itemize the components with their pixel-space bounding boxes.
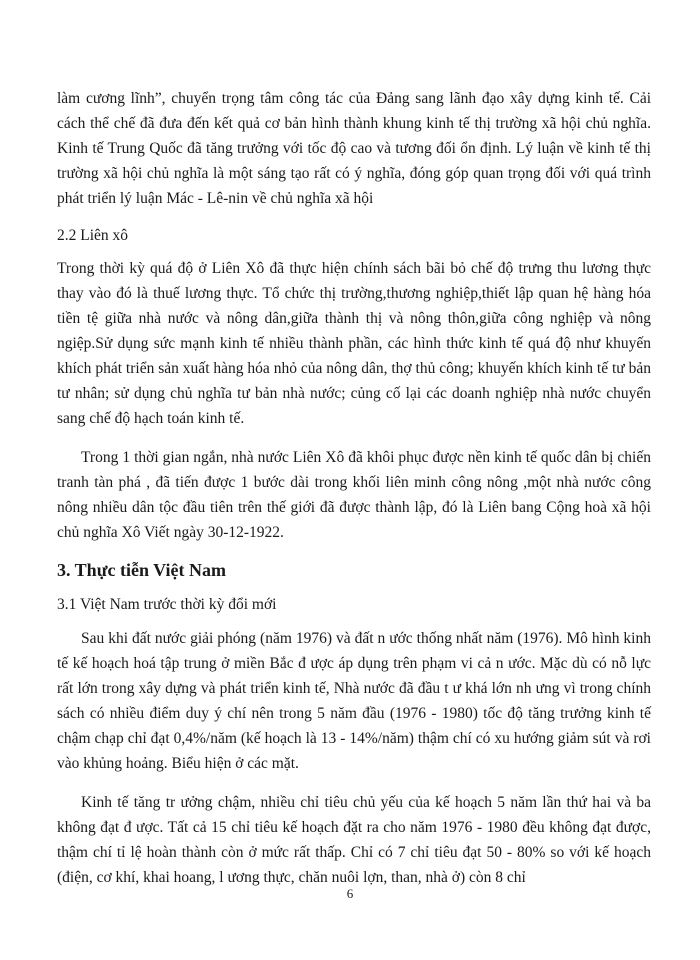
paragraph-nep-policy: Trong thời kỳ quá độ ở Liên Xô đã thực hiện chính sách bãi bỏ chế độ trưng thu lương thực thay vào đó là thuế lương thực. Tổ chức thị trường,thương nghiệp,thiết lập quan hệ hàng hóa tiền tệ giữa nhà nước và nông dân,giữa thành thị và nông thôn,giữa công nghiệp và nông ngiệp.Sử dụng sức mạnh kinh tế nhiều thành phần, các hình thức kinh tế quá độ như khuyến khích phát triển sản xuất hàng hóa nhỏ của nông dân, thợ thủ công; khuyến khích kinh tế tư bản tư nhân; sử dụng chủ nghĩa tư bản nhà nước; củng cố lại các doanh nghiệp nhà nước chuyển sang chế độ hạch toán kinh tế. <box>57 260 651 427</box>
page-content <box>57 86 651 890</box>
paragraph-slow-growth: Kinh tế tăng tr ưởng chậm, nhiều chỉ tiêu chủ yếu của kế hoạch 5 năm lần thứ hai và ba không đạt đ ược. Tất cả 15 chỉ tiêu kế hoạch đặt ra cho năm 1976 - 1980 đều không đạt được, thậm chí tỉ lệ hoàn thành còn ở mức rất thấp. Chỉ có 7 chỉ tiêu đạt 50 - 80% so với kế hoạch (điện, cơ khí, khai hoang, l ương thực, chăn nuôi lợn, than, nhà ở) còn 8 chỉ <box>57 794 651 886</box>
paragraph-ussr-founding: Trong 1 thời gian ngắn, nhà nước Liên Xô đã khôi phục được nền kinh tế quốc dân bị chiến tranh tàn phá , đã tiến được 1 bước dài trong khối liên minh công nông ,một nhà nước công nông nhiều dân tộc đầu tiên trên thế giới đã được thành lập, đó là Liên bang Cộng hoà xã hội chủ nghĩa Xô Viết ngày 30-12-1922. <box>57 449 651 541</box>
paragraph-china-reform: làm cương lĩnh”, chuyển trọng tâm công tác của Đảng sang lãnh đạo xây dựng kinh tế. Cải cách thể chế đã đưa đến kết quả cơ bản hình thành khung kinh tế thị trường xã hội chủ nghĩa. Kinh tế Trung Quốc đã tăng trưởng với tốc độ cao và tương đối ổn định. Lý luận về kinh tế thị trường xã hội chủ nghĩa là một sáng tạo rất có ý nghĩa, đóng góp quan trọng đối với quá trình phát triển lý luận Mác - Lê-nin về chủ nghĩa xã hội <box>57 90 651 207</box>
page-number: 6 <box>346 886 354 901</box>
subheading-lien-xo: 2.2 Liên xô <box>57 227 129 244</box>
paragraph-after-liberation: Sau khi đất nước giải phóng (năm 1976) và đất n ước thống nhất năm (1976). Mô hình kinh tế kế hoạch hoá tập trung ở miền Bắc đ ược áp dụng trên phạm vi cả n ước. Mặc dù có nỗ lực rất lớn trong xây dựng và phát triển kinh tế, Nhà nước đã đầu t ư khá lớn nh ưng vì trong chính sách có nhiều điểm duy ý chí nên trong 5 năm đầu (1976 - 1980) tốc độ tăng trưởng kinh tế chậm chạp chỉ đạt 0,4%/năm (kế hoạch là 13 - 14%/năm) thậm chí có xu hướng giảm sút và rơi vào khủng hoảng. Biểu hiện ở các mặt. <box>57 630 651 772</box>
section-heading-vietnam: 3. Thực tiễn Việt Nam <box>57 560 226 580</box>
subheading-before-doi-moi: 3.1 Việt Nam trước thời kỳ đổi mới <box>57 596 277 613</box>
